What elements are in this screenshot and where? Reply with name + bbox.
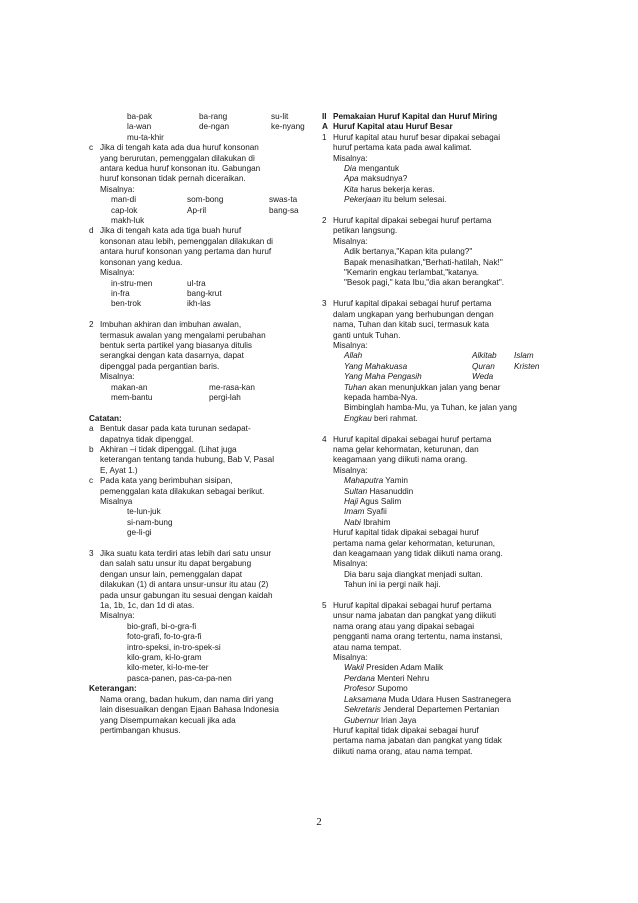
text-line (89, 133, 321, 143)
example-word: bang-krut (187, 288, 222, 298)
line-text: lain disesuaikan dengan Ejaan Bahasa Indonesia (100, 705, 279, 715)
list-item-text: Jika suatu kata terdiri atas lebih dari satu unsur (100, 549, 272, 559)
example-word: ikh-las (187, 299, 211, 309)
line-text: Imam Syafii (344, 507, 387, 517)
text-line (89, 601, 321, 611)
text-line (322, 663, 552, 673)
list-marker: d (89, 226, 94, 236)
text-line (89, 611, 321, 621)
line-text: pertama nama jabatan dan pangkat yang tidak (333, 736, 502, 746)
line-text: Misalnya: (100, 184, 135, 194)
line-text: Haji Agus Salim (344, 496, 402, 506)
text-line (89, 653, 321, 663)
text-line (322, 226, 552, 236)
line-text: Mahaputra Yamin (344, 476, 408, 486)
example-word: la-wan (127, 122, 152, 132)
example-row (89, 279, 321, 289)
line-text: Misalnya: (333, 153, 368, 163)
line-text: antara kedua huruf konsonan itu. Gabungan (100, 164, 261, 174)
line-text: Misalnya: (333, 236, 368, 246)
list-item (89, 143, 321, 153)
line-text: yang berurutan, pemenggalan dilakukan di (100, 153, 255, 163)
list-marker: b (89, 444, 94, 454)
text-line (89, 435, 321, 445)
text-line (322, 414, 552, 424)
text-line (322, 195, 552, 205)
right-column (322, 112, 552, 757)
text-line (89, 487, 321, 497)
line-text: Nama orang, badan hukum, dan nama diri yang (100, 694, 274, 704)
text-line (89, 643, 321, 653)
text-line (322, 559, 552, 569)
left-column (89, 112, 321, 736)
example-row (322, 351, 552, 361)
list-item-text: Jika di tengah kata ada dua huruf konsonan (100, 143, 259, 153)
example-word: cap-lok (111, 205, 138, 215)
line-text: unsur nama jabatan dan pangkat yang diikuti (333, 611, 496, 621)
text-line (89, 331, 321, 341)
line-text: si-nam-bung (127, 517, 173, 527)
line-text: Misalnya: (333, 653, 368, 663)
text-line (89, 716, 321, 726)
subheading-text: Keterangan: (89, 684, 137, 694)
line-text: keterangan tentang tanda hubung, Bab V, Pasal (100, 455, 275, 465)
text-line (89, 518, 321, 528)
line-text: Profesor Supomo (344, 684, 408, 694)
list-item-text: Huruf Kapital atau Huruf Besar (333, 122, 453, 132)
text-line (322, 310, 552, 320)
text-line (89, 154, 321, 164)
list-item (89, 320, 321, 330)
line-text: Misalnya: (100, 372, 135, 382)
text-line (89, 185, 321, 195)
line-text: te-lun-juk (127, 507, 161, 517)
list-item-text: Pemakaian Huruf Kapital dan Huruf Miring (333, 112, 498, 121)
list-item-text: Akhiran –i tidak dipenggal. (Lihat juga (100, 444, 237, 454)
line-text: ge-li-gi (127, 528, 152, 538)
list-marker: A (322, 122, 328, 132)
section-heading (322, 122, 552, 132)
text-line (322, 518, 552, 528)
text-line (322, 164, 552, 174)
text-line (322, 549, 552, 559)
list-item (89, 226, 321, 236)
spacer (322, 591, 552, 601)
line-text: atau nama tempat. (333, 642, 402, 652)
example-word: makan-an (111, 382, 148, 392)
example-row (89, 112, 321, 122)
example-row (89, 195, 321, 205)
list-marker: 1 (322, 132, 327, 142)
subheading-text: Catatan: (89, 413, 122, 423)
line-text: E, Ayat 1.) (100, 465, 138, 475)
text-line (322, 726, 552, 736)
line-text: pasca-panen, pas-ca-pa-nen (127, 673, 232, 683)
text-line (322, 268, 552, 278)
text-line (322, 278, 552, 288)
text-line (89, 632, 321, 642)
text-line (322, 695, 552, 705)
line-text: Sultan Hasanuddin (344, 486, 414, 496)
text-line (89, 268, 321, 278)
text-line (89, 372, 321, 382)
text-line (322, 154, 552, 164)
example-row (89, 206, 321, 216)
line-text: nama gelar kehormatan, keturunan, dan (333, 444, 479, 454)
list-marker: a (89, 424, 94, 434)
text-line (322, 185, 552, 195)
text-line (89, 351, 321, 361)
line-text: huruf konsonan tidak pernah diceraikan. (100, 174, 246, 184)
list-item-text: Huruf kapital atau huruf besar dipakai sebagai (333, 132, 501, 142)
text-line (89, 247, 321, 257)
line-text: antara huruf konsonan yang pertama dan huruf (100, 247, 272, 257)
example-word: su-lit (271, 112, 289, 121)
line-text: pertama nama gelar kehormatan, keturunan, (333, 538, 496, 548)
text-line (322, 383, 552, 393)
list-item-text: Imbuhan akhiran dan imbuhan awalan, (100, 320, 242, 330)
list-marker: 2 (322, 216, 327, 226)
example-row (89, 383, 321, 393)
list-item (89, 476, 321, 486)
text-line (322, 747, 552, 757)
example-row (89, 289, 321, 299)
text-line (322, 247, 552, 257)
text-line (322, 487, 552, 497)
text-line (322, 674, 552, 684)
example-word: Allah (344, 351, 363, 361)
example-word: mem-bantu (111, 392, 153, 402)
line-text: Apa maksudnya? (344, 174, 408, 184)
line-text: konsonan atau lebih, pemenggalan dilakukan di (100, 236, 273, 246)
page-number: 2 (316, 816, 322, 828)
text-line (89, 507, 321, 517)
line-text: Bimbinglah hamba-Mu, ya Tuhan, ke jalan yang (344, 403, 517, 413)
list-marker: 3 (322, 299, 327, 309)
list-item-text: Pada kata yang berimbuhan sisipan, (100, 476, 233, 486)
line-text: yang Disempurnakan kecuali jika ada (100, 715, 236, 725)
subheading (89, 684, 321, 694)
line-text: kepada hamba-Nya. (344, 392, 418, 402)
list-item (322, 216, 552, 226)
example-row (89, 393, 321, 403)
example-word: Yang Mahakuasa (344, 361, 408, 371)
list-item-text: Bentuk dasar pada kata turunan sedapat- (100, 424, 251, 434)
line-text: Perdana Menteri Nehru (344, 673, 430, 683)
text-line (89, 622, 321, 632)
text-line (322, 705, 552, 715)
example-word: pergi-lah (209, 392, 241, 402)
example-word: Quran (472, 361, 495, 371)
list-item-text: Huruf kapital dipakai sebagai huruf pertama (333, 299, 492, 309)
list-item-text: Huruf kapital dipakai sebagai huruf pertama (333, 601, 492, 611)
line-text: Adik bertanya,"Kapan kita pulang?" (344, 247, 473, 257)
line-text: huruf pertama kata pada awal kalimat. (333, 143, 472, 153)
example-word: swas-ta (269, 195, 298, 205)
line-text: dalam ungkapan yang berhubungan dengan (333, 309, 494, 319)
text-line (322, 716, 552, 726)
text-line (322, 497, 552, 507)
text-line (89, 341, 321, 351)
text-line (322, 445, 552, 455)
text-line (322, 539, 552, 549)
example-word: de-ngan (199, 122, 230, 132)
text-line (89, 362, 321, 372)
list-item (322, 435, 552, 445)
line-text: bentuk serta partikel yang biasanya ditulis (100, 340, 253, 350)
text-line (89, 466, 321, 476)
line-text: Laksamana Muda Udara Husen Sastranegera (344, 694, 512, 704)
example-word: ul-tra (187, 278, 206, 288)
line-text: pada unsur gabungan itu sesuai dengan kaidah (100, 590, 273, 600)
line-text: dan keagamaan yang tidak diikuti nama orang. (333, 549, 503, 559)
line-text: keagamaan yang diikuti nama orang. (333, 455, 468, 465)
example-word: bang-sa (269, 205, 299, 215)
list-item (322, 299, 552, 309)
list-marker: 4 (322, 434, 327, 444)
line-text: serangkai dengan kata dasarnya, dapat (100, 351, 244, 361)
example-word: Alkitab (472, 351, 497, 361)
line-text: Pekerjaan itu belum selesai. (344, 195, 447, 205)
line-text: Sekretaris Jenderal Departemen Pertanian (344, 705, 500, 715)
line-text: nama, Tuhan dan kitab suci, termasuk kata (333, 320, 490, 330)
text-line (89, 591, 321, 601)
example-row (322, 362, 552, 372)
line-text: "Besok pagi," kata Ibu,"dia akan berangkat". (344, 278, 505, 288)
line-text: diikuti nama orang, atau nama tempat. (333, 746, 473, 756)
line-text: kilo-gram, ki-lo-gram (127, 653, 202, 663)
text-line (322, 580, 552, 590)
line-text: pertimbangan khusus. (100, 725, 181, 735)
text-line (322, 403, 552, 413)
text-line (89, 674, 321, 684)
line-text: petikan langsung. (333, 226, 398, 236)
line-text: Huruf kapital tidak dipakai sebagai huruf (333, 528, 479, 538)
example-word: ba-pak (127, 112, 153, 121)
list-item (89, 445, 321, 455)
text-line (322, 341, 552, 351)
example-word: som-bong (187, 195, 224, 205)
list-item (89, 424, 321, 434)
line-text: dilakukan (1) di antara unsur-unsur itu atau (2) (100, 580, 269, 590)
line-text: kilo-meter, ki-lo-me-ter (127, 663, 209, 673)
text-line (89, 570, 321, 580)
text-line (322, 632, 552, 642)
example-word: man-di (111, 195, 137, 205)
line-text: Misalnya: (333, 559, 368, 569)
text-line (322, 476, 552, 486)
line-text: dengan unsur lain, pemenggalan dapat (100, 569, 243, 579)
text-line (322, 528, 552, 538)
text-line (322, 611, 552, 621)
line-text: foto-grafi, fo-to-gra-fi (127, 632, 202, 642)
spacer (89, 539, 321, 549)
text-line (89, 455, 321, 465)
text-line (322, 455, 552, 465)
text-line (89, 497, 321, 507)
line-text: Misalnya: (100, 611, 135, 621)
example-word: Weda (472, 372, 494, 382)
spacer (322, 289, 552, 299)
list-marker: 2 (89, 320, 94, 330)
line-text: Misalnya: (333, 465, 368, 475)
line-text: Kita harus bekerja keras. (344, 184, 435, 194)
text-line (322, 393, 552, 403)
text-line (89, 726, 321, 736)
line-text: bio-grafi, bi-o-gra-fi (127, 621, 197, 631)
line-text: pemenggalan kata dilakukan sebagai berikut. (100, 486, 265, 496)
line-text: Tahun ini ia pergi naik haji. (344, 580, 441, 590)
list-item-text: Huruf kapital dipakai sebagai huruf pertama (333, 434, 492, 444)
line-text: Nabi Ibrahim (344, 517, 391, 527)
text-line (89, 258, 321, 268)
text-line (322, 684, 552, 694)
section-heading (322, 112, 552, 122)
text-line (322, 643, 552, 653)
line-text: ganti untuk Tuhan. (333, 330, 401, 340)
spacer (89, 310, 321, 320)
line-text: Tuhan akan menunjukkan jalan yang benar (344, 382, 501, 392)
text-line (322, 653, 552, 663)
line-text: Huruf kapital tidak dipakai sebagai huruf (333, 725, 479, 735)
line-text: konsonan yang kedua. (100, 257, 183, 267)
line-text: dipenggal pada pergantian baris. (100, 361, 220, 371)
spacer (89, 403, 321, 413)
text-line (322, 622, 552, 632)
example-word: Islam (514, 351, 534, 361)
line-text: Gubernur Irian Jaya (344, 715, 417, 725)
example-word: ke-nyang (271, 122, 305, 132)
example-word: ben-trok (111, 299, 142, 309)
line-text: Misalnya (100, 497, 133, 506)
text-line (89, 174, 321, 184)
line-text: nama orang atau yang dipakai sebagai (333, 621, 475, 631)
line-text: pengganti nama orang tertentu, nama instansi, (333, 632, 503, 642)
line-text: Wakil Presiden Adam Malik (344, 663, 444, 673)
list-item (89, 549, 321, 559)
text-line (89, 663, 321, 673)
text-line (322, 143, 552, 153)
list-marker: 5 (322, 601, 327, 611)
spacer (322, 206, 552, 216)
line-text: Misalnya: (100, 268, 135, 278)
text-line (322, 507, 552, 517)
list-item (322, 601, 552, 611)
text-line (89, 705, 321, 715)
text-line (322, 466, 552, 476)
example-word: ba-rang (199, 112, 228, 121)
list-marker: II (322, 112, 327, 121)
text-line (89, 695, 321, 705)
example-row (89, 122, 321, 132)
line-text: "Kemarin engkau terlambat,"katanya. (344, 268, 480, 278)
list-item-text: Huruf kapital dipakai sebegai huruf pertama (333, 216, 492, 226)
line-text: termasuk awalan yang mengalami perubahan (100, 330, 266, 340)
example-word: Ap-ril (187, 205, 207, 215)
text-line (89, 528, 321, 538)
example-word: in-stru-men (111, 278, 153, 288)
list-item (322, 133, 552, 143)
text-line (322, 331, 552, 341)
line-text: dapatnya tidak dipenggal. (100, 434, 194, 444)
example-word: Yang Maha Pengasih (344, 372, 422, 382)
line-text: Misalnya: (333, 340, 368, 350)
line-text: dan salah satu unsur itu dapat bergabung (100, 559, 252, 569)
text-line (322, 258, 552, 268)
list-marker: c (89, 476, 94, 486)
text-line (322, 736, 552, 746)
line-text: Bapak menasihatkan,"Berhati-hatilah, Nak!" (344, 257, 503, 267)
text-line (89, 580, 321, 590)
example-row (89, 299, 321, 309)
spacer (322, 424, 552, 434)
line-text: 1a, 1b, 1c, dan 1d di atas. (100, 601, 195, 611)
line-text: Dia baru saja diangkat menjadi sultan. (344, 569, 483, 579)
text-line (322, 320, 552, 330)
list-marker: 3 (89, 549, 94, 559)
text-line (322, 237, 552, 247)
example-word: me-rasa-kan (209, 382, 255, 392)
line-text: Dia mengantuk (344, 164, 400, 174)
line-text: Engkau beri rahmat. (344, 413, 418, 423)
text-line (89, 216, 321, 226)
example-row (322, 372, 552, 382)
text-line (89, 237, 321, 247)
text-line (89, 559, 321, 569)
example-word: in-fra (111, 288, 130, 298)
text-line (322, 570, 552, 580)
line-text: mu-ta-khir (127, 132, 164, 142)
line-text: intro-speksi, in-tro-spek-si (127, 642, 221, 652)
text-line (322, 174, 552, 184)
list-item-text: Jika di tengah kata ada tiga buah huruf (100, 226, 242, 236)
list-marker: c (89, 143, 94, 153)
subheading (89, 414, 321, 424)
example-word: Kristen (514, 361, 540, 371)
line-text: makh-luk (111, 216, 145, 226)
text-line (89, 164, 321, 174)
